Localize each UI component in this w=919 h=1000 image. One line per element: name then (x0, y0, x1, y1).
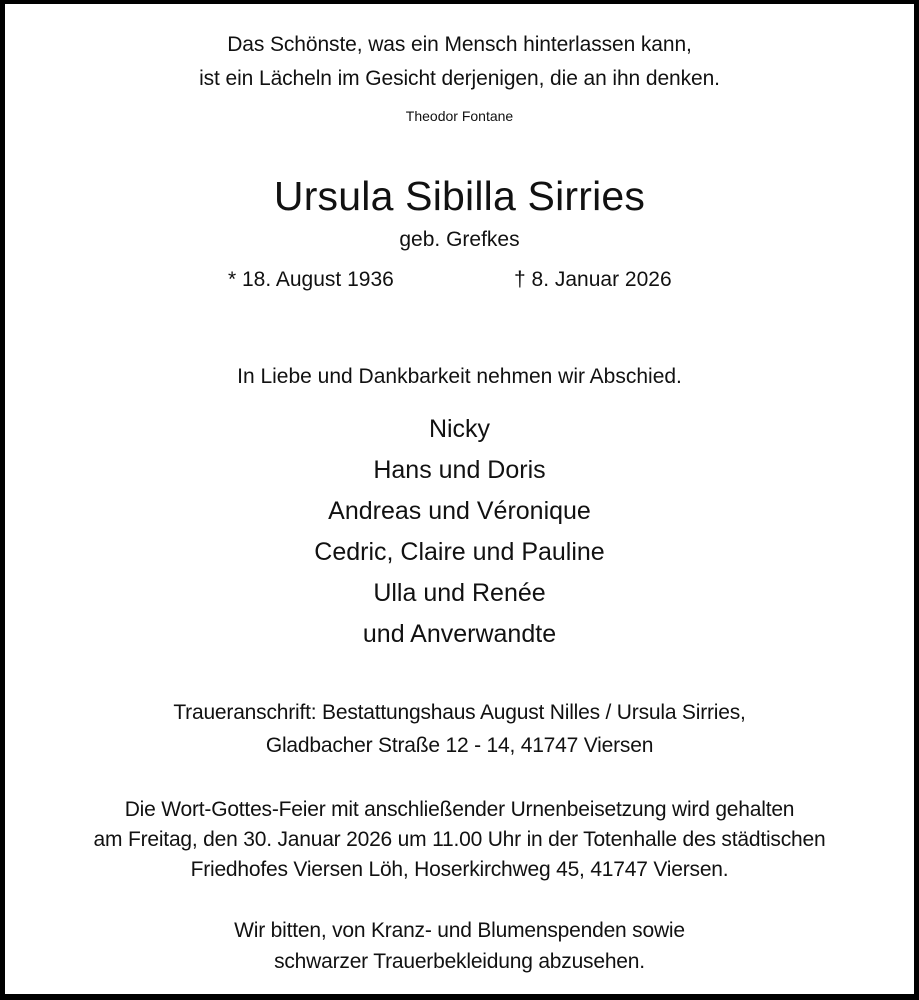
farewell-text: In Liebe und Dankbarkeit nehmen wir Abschied. (237, 365, 682, 388)
quote-author: Theodor Fontane (405, 108, 514, 124)
quote-line-1: Das Schönste, was ein Mensch hinterlassen kann, (227, 33, 692, 56)
request-line-2: schwarzer Trauerbekleidung abzusehen. (274, 950, 645, 973)
quote-line-2: ist ein Lächeln im Gesicht derjenigen, die an ihn denken. (199, 67, 720, 90)
service-line-2: am Freitag, den 30. Januar 2026 um 11.00 Uhr in der Totenhalle des städtischen (93, 828, 826, 851)
mourner-line: Andreas und Véronique (328, 497, 591, 525)
address-line-1: Traueranschrift: Bestattungshaus August Nilles / Ursula Sirries, (173, 701, 746, 724)
deceased-name: Ursula Sibilla Sirries (273, 173, 646, 219)
death-date: † 8. Januar 2026 (514, 268, 672, 291)
mourner-line: und Anverwandte (362, 620, 557, 648)
address-line-2: Gladbacher Straße 12 - 14, 41747 Viersen (265, 734, 654, 757)
service-line-1: Die Wort-Gottes-Feier mit anschließender Urnenbeisetzung wird gehalten (124, 798, 795, 821)
mourner-line: Cedric, Claire und Pauline (314, 538, 605, 566)
mourner-line: Hans und Doris (373, 456, 546, 484)
birth-date: * 18. August 1936 (228, 268, 394, 291)
mourner-line: Ulla und Renée (373, 579, 546, 607)
maiden-name: geb. Grefkes (399, 228, 520, 251)
request-line-1: Wir bitten, von Kranz- und Blumenspenden sowie (234, 919, 685, 942)
service-line-3: Friedhofes Viersen Löh, Hoserkirchweg 45, 41747 Viersen. (190, 858, 729, 881)
mourner-line: Nicky (428, 415, 491, 443)
